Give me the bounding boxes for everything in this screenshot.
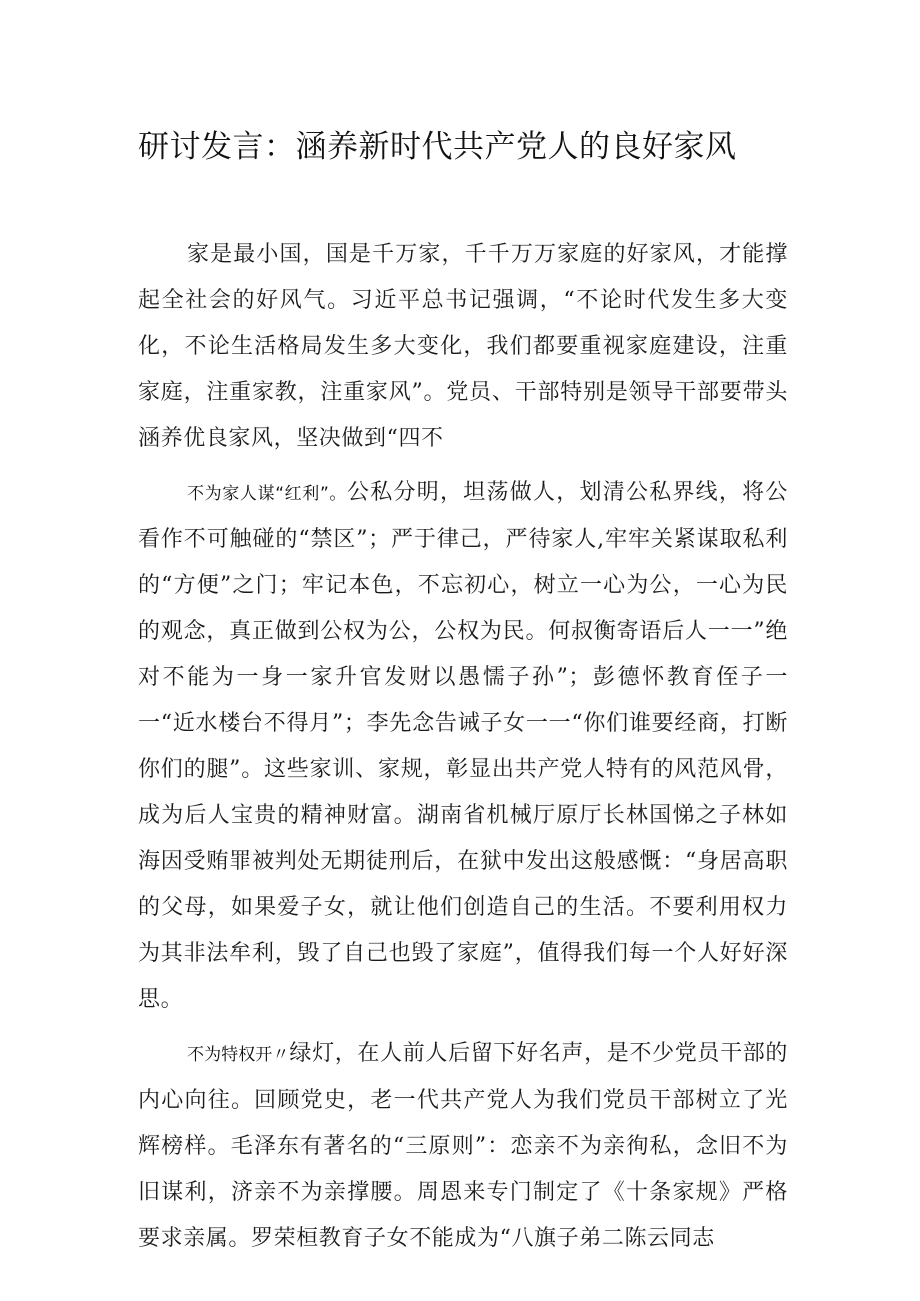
paragraph-intro [138,232,788,462]
paragraph-body-text: 公私分明，坦荡做人，划清公私界线，将公看作不可触碰的“禁区”；严于律己，严待家人,牢牢关紧谋取私利的“方便”之门；牢记本色，不忘初心，树立一心为公，一心为民的观念，真正做到公权为公，公权为民。何叔衡寄语后人一一”绝对不能为一身一家升官发财以愚懦子孙”；彭德怀教育侄子一一“近水楼台不得月”；李先念告诫子女一一“你们谁要经商，打断你们的腿”。这些家训、家规，彰显出共产党人特有的风范风骨，成为后人宝贵的精神财富。湖南省机械厅原厅长林国悌之子林如海因受贿罪被判处无期徒刑后，在狱中发出这般感慨：“身居高职的父母，如果爱子女，就让他们创造自己的生活。不要利用权力为其非法牟利，毁了自己也毁了家庭”，值得我们每一个人好好深思。 [138,480,788,1012]
document-body [138,232,788,1270]
paragraph-no-family-benefits [138,470,788,1023]
paragraph-no-privilege [138,1031,788,1262]
document-title: 研讨发言：涵养新时代共产党人的良好家风 [138,129,737,165]
paragraph-body-text: 绿灯，在人前人后留下好名声，是不少党员干部的内心向往。回顾党史，老一代共产党人为我们党员干部树立了光辉榜样。毛泽东有著名的“三原则”：恋亲不为亲徇私，念旧不为旧谋利，济亲不为亲撑腰。周恩来专门制定了《十条家规》严格要求亲属。罗荣桓教育子女不能成为“八旗子弟二陈云同志 [138,1041,789,1251]
paragraph-lead-heading: 不为家人谋“红利”。 [187,484,348,504]
paragraph-lead-heading: 不为特权开〃 [187,1045,290,1065]
paragraph-intro-text: 家是最小国，国是千万家，千千万万家庭的好家风，才能撑起全社会的好风气。习近平总书记强调，“不论时代发生多大变化，不论生活格局发生多大变化，我们都要重视家庭建设，注重家庭，注重家教，注重家风”。党员、干部特别是领导干部要带头涵养优良家风，坚决做到“四不 [138,242,788,451]
